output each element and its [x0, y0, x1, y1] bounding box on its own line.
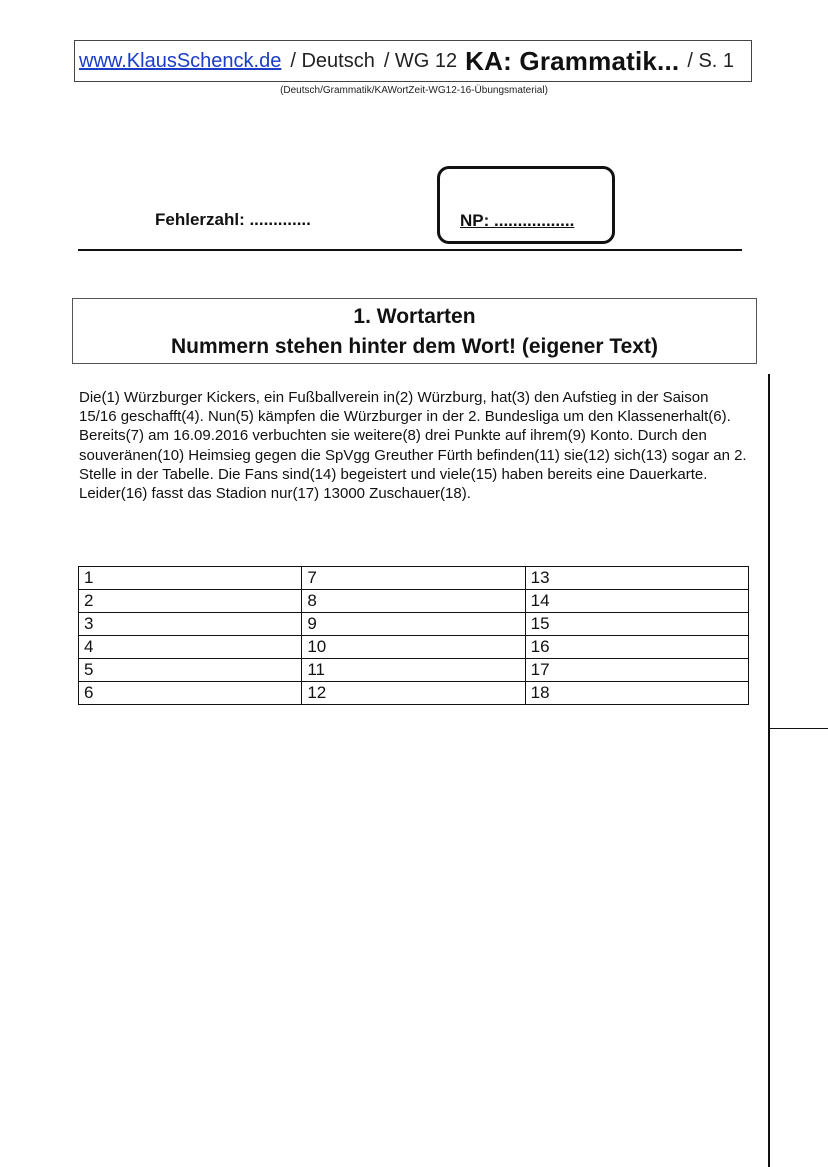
answer-cell[interactable]: 13 [525, 567, 748, 590]
fehlerzahl-field: Fehlerzahl: ............. [155, 210, 311, 229]
answer-cell[interactable]: 6 [79, 682, 302, 705]
answer-cell[interactable]: 18 [525, 682, 748, 705]
answer-cell[interactable]: 3 [79, 613, 302, 636]
margin-line [768, 374, 770, 1167]
answer-table [78, 566, 749, 705]
answer-cell[interactable]: 5 [79, 659, 302, 682]
answer-cell[interactable]: 14 [525, 590, 748, 613]
answer-cell[interactable]: 2 [79, 590, 302, 613]
answer-cell[interactable]: 16 [525, 636, 748, 659]
table-row [79, 567, 749, 590]
section-title: 1. Wortarten [353, 305, 476, 328]
section-header [72, 298, 757, 364]
document-title: KA: Grammatik... [465, 45, 680, 76]
answer-cell[interactable]: 4 [79, 636, 302, 659]
np-score-box [437, 166, 615, 244]
header-bar [74, 40, 752, 82]
answer-cell[interactable]: 1 [79, 567, 302, 590]
answer-cell[interactable]: 11 [302, 659, 525, 682]
document-path: (Deutsch/Grammatik/KAWortZeit-WG12-16-Übungsmaterial) [280, 85, 548, 96]
answer-cell[interactable]: 10 [302, 636, 525, 659]
answer-cell[interactable]: 9 [302, 613, 525, 636]
table-row [79, 636, 749, 659]
exercise-text: Die(1) Würzburger Kickers, ein Fußballverein in(2) Würzburg, hat(3) den Aufstieg in der Saison 15/16 geschafft(4). Nun(5) kämpfen die Würzburger in der 2. Bundesliga um den Klassenerhalt(6). Bereits(7) am 16.09.2016 verbuchten sie weitere(8) drei Punkte auf ihrem(9) Konto. Durch den souveränen(10) Heimsieg gegen die SpVgg Greuther Fürth befinden(11) sie(12) sich(13) sogar an 2. Stelle in der Tabelle. Die Fans sind(14) begeistert und viele(15) haben bereits eine Dauerkarte. Leider(16) fasst das Stadion nur(17) 13000 Zuschauer(18). [79, 389, 747, 503]
grade-label: / WG 12 [383, 49, 458, 72]
subject-label: / Deutsch [290, 49, 375, 72]
answer-cell[interactable]: 8 [302, 590, 525, 613]
header-divider [78, 249, 742, 251]
section-instruction: Nummern stehen hinter dem Wort! (eigener Text) [171, 335, 658, 358]
site-link[interactable]: www.KlausSchenck.de [79, 49, 282, 72]
margin-tick [768, 728, 828, 729]
np-field: NP: ................. [460, 211, 575, 230]
table-row [79, 682, 749, 705]
answer-cell[interactable]: 7 [302, 567, 525, 590]
table-row [79, 590, 749, 613]
answer-cell[interactable]: 12 [302, 682, 525, 705]
table-row [79, 613, 749, 636]
answer-cell[interactable]: 17 [525, 659, 748, 682]
table-row [79, 659, 749, 682]
page-number: / S. 1 [687, 49, 735, 72]
answer-cell[interactable]: 15 [525, 613, 748, 636]
